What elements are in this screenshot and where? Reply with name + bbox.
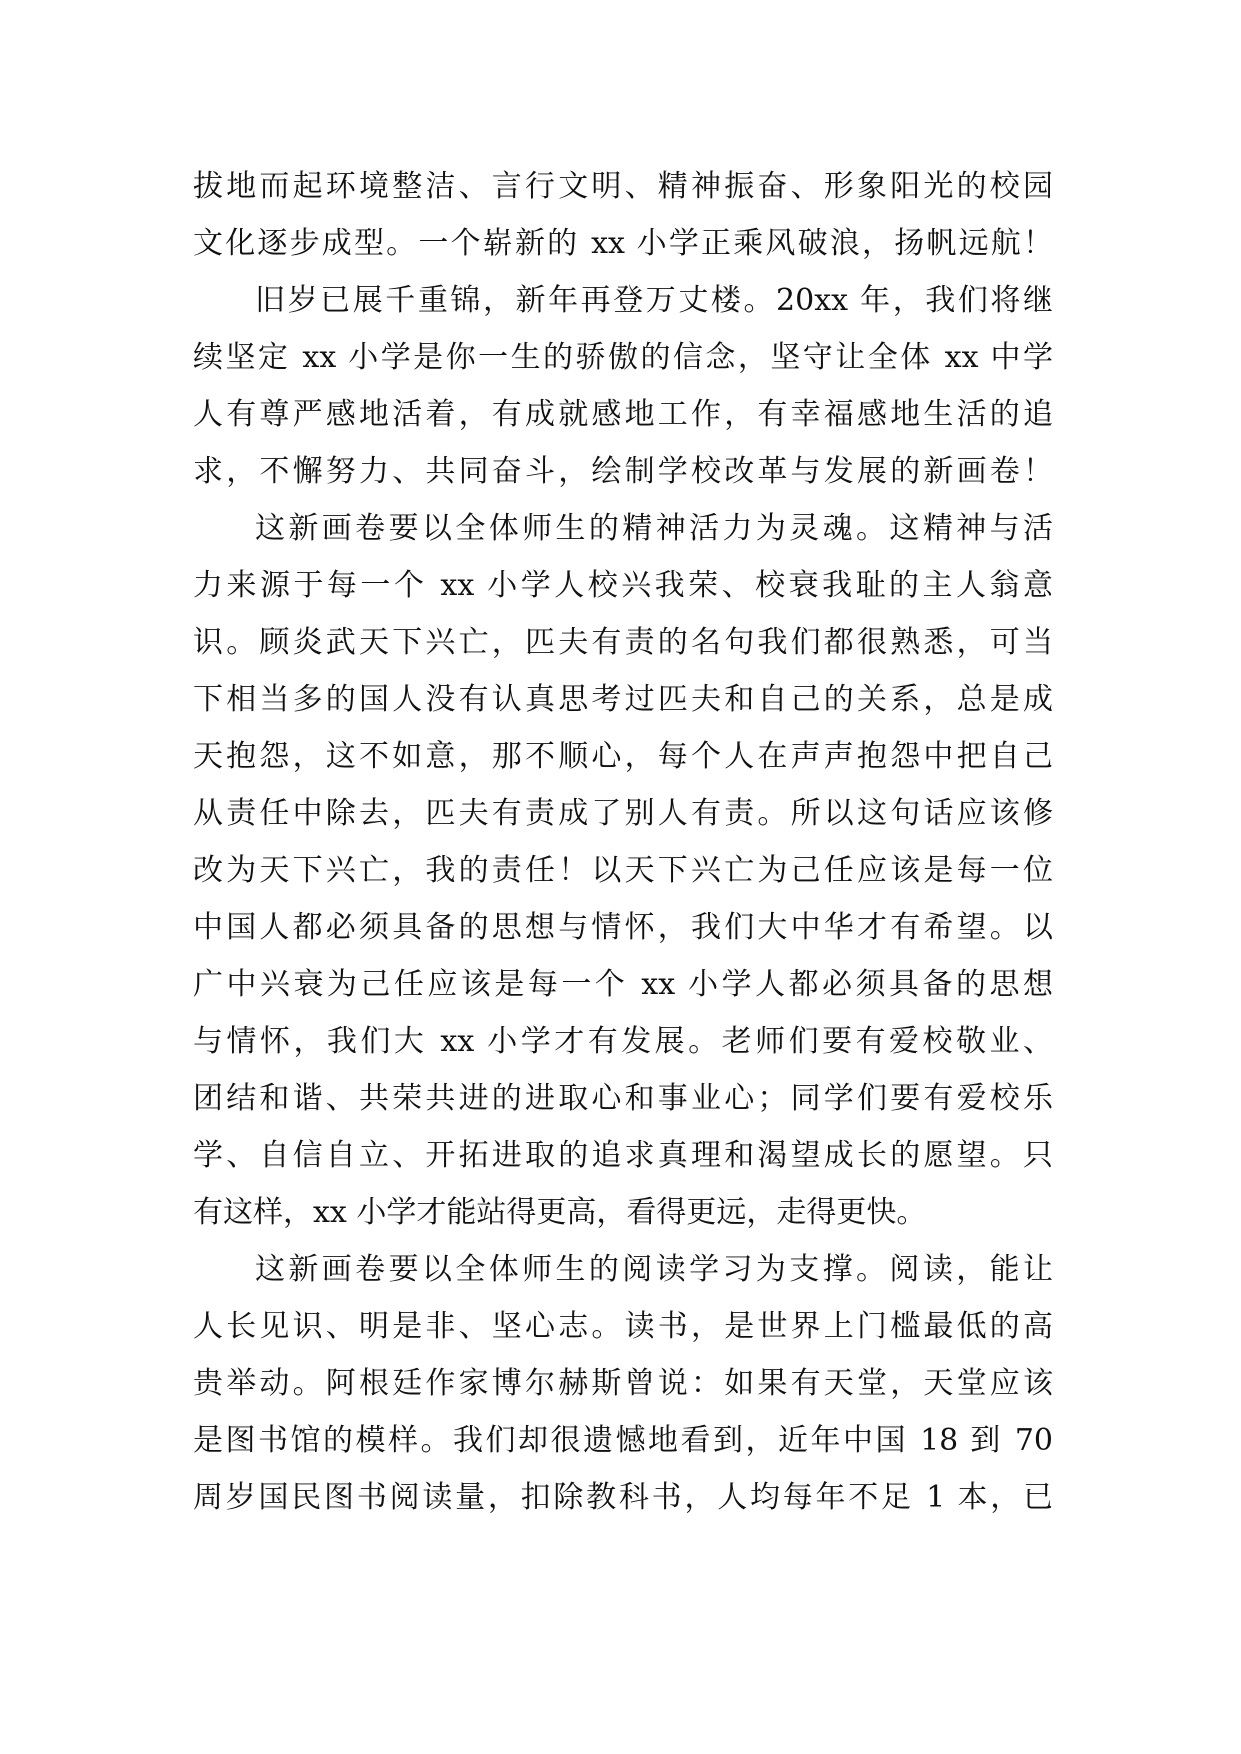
text-line: 与情怀，我们大 xx 小学才有发展。老师们要有爱校敬业、 xyxy=(193,1024,1053,1059)
body-text xyxy=(193,158,1053,1526)
text-line: 拔地而起环境整洁、言行文明、精神振奋、形象阳光的校园 xyxy=(193,169,1053,204)
text-line: 人长见识、明是非、坚心志。读书，是世界上门槛最低的高 xyxy=(193,1309,1053,1344)
text-line: 续坚定 xx 小学是你一生的骄傲的信念，坚守让全体 xx 中学 xyxy=(193,340,1053,375)
text-line: 人有尊严感地活着，有成就感地工作，有幸福感地生活的追 xyxy=(193,397,1053,432)
text-line: 力来源于每一个 xx 小学人校兴我荣、校衰我耻的主人翁意 xyxy=(193,568,1053,603)
paragraph-first-line: 旧岁已展千重锦，新年再登万丈楼。20xx 年，我们将继 xyxy=(255,283,1053,318)
text-line: 文化逐步成型。一个崭新的 xx 小学正乘风破浪，扬帆远航！ xyxy=(193,226,1053,261)
text-line: 贵举动。阿根廷作家博尔赫斯曾说：如果有天堂，天堂应该 xyxy=(193,1366,1053,1401)
text-line: 下相当多的国人没有认真思考过匹夫和自己的关系，总是成 xyxy=(193,682,1053,717)
text-line: 周岁国民图书阅读量，扣除教科书，人均每年不足 1 本，已 xyxy=(193,1480,1053,1515)
text-line: 求，不懈努力、共同奋斗，绘制学校改革与发展的新画卷！ xyxy=(193,454,1053,489)
text-line: 是图书馆的模样。我们却很遗憾地看到，近年中国 18 到 70 xyxy=(193,1423,1053,1458)
text-line: 从责任中除去，匹夫有责成了别人有责。所以这句话应该修 xyxy=(193,796,1053,831)
paragraph-first-line: 这新画卷要以全体师生的精神活力为灵魂。这精神与活 xyxy=(255,511,1053,546)
paragraph-last-line: 有这样，xx 小学才能站得更高，看得更远，走得更快。 xyxy=(193,1195,927,1230)
text-line: 学、自信自立、开拓进取的追求真理和渴望成长的愿望。只 xyxy=(193,1138,1053,1173)
text-line: 识。顾炎武天下兴亡，匹夫有责的名句我们都很熟悉，可当 xyxy=(193,625,1053,660)
text-line: 团结和谐、共荣共进的进取心和事业心；同学们要有爱校乐 xyxy=(193,1081,1053,1116)
text-line: 中国人都必须具备的思想与情怀，我们大中华才有希望。以 xyxy=(193,910,1053,945)
paragraph-first-line: 这新画卷要以全体师生的阅读学习为支撑。阅读，能让 xyxy=(255,1252,1053,1287)
text-line: 改为天下兴亡，我的责任！以天下兴亡为己任应该是每一位 xyxy=(193,853,1053,888)
text-line: 天抱怨，这不如意，那不顺心，每个人在声声抱怨中把自己 xyxy=(193,739,1053,774)
text-line: 广中兴衰为己任应该是每一个 xx 小学人都必须具备的思想 xyxy=(193,967,1053,1002)
